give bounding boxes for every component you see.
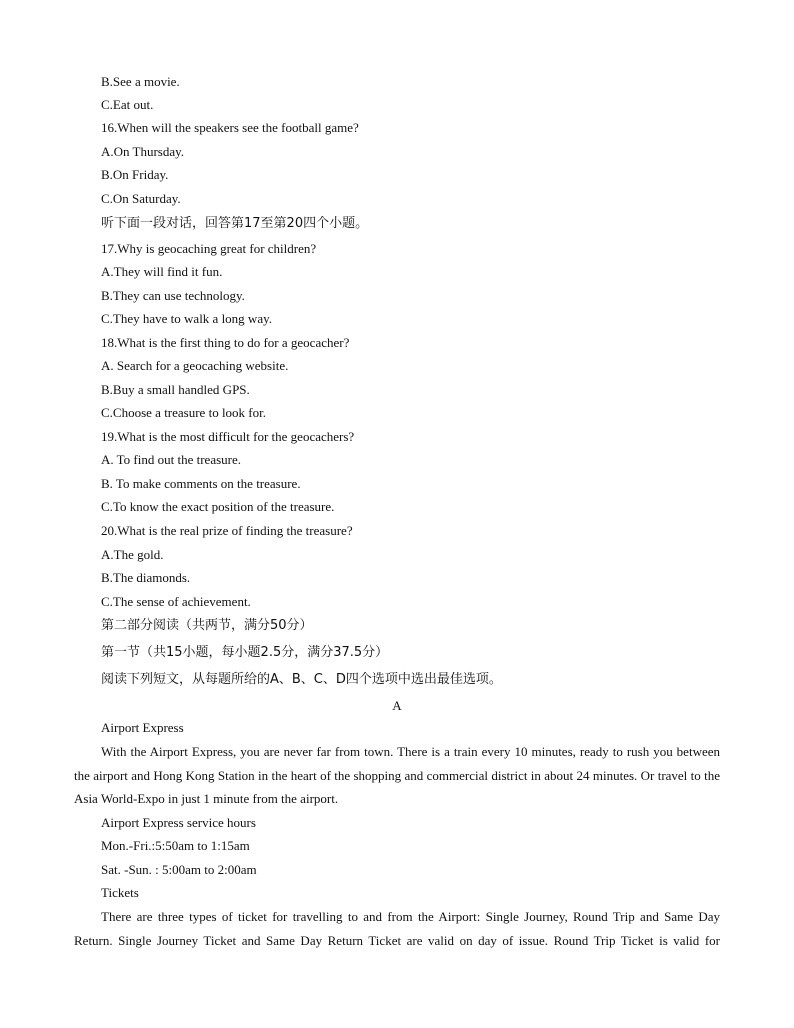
passage-paragraph-2: There are three types of ticket for travelling to and from the Airport: Single Journey, Round Trip and Same Day Return. Single Journey Ticket and Same Day Return Ticket are valid on day of issue. Round Trip Ticket is valid for — [74, 909, 720, 948]
q18-option-c: C.Choose a treasure to look for. — [101, 405, 266, 420]
passage-heading: Airport Express — [101, 720, 184, 735]
listening-instruction-17-20: 听下面一段对话，回答第17至第20四个小题。 — [101, 216, 369, 231]
q16-option-b: B.On Friday. — [101, 167, 169, 182]
q19-option-b: B. To make comments on the treasure. — [101, 476, 301, 491]
q16-question: 16.When will the speakers see the football game? — [101, 120, 359, 135]
q16-option-c: C.On Saturday. — [101, 191, 181, 206]
q18-option-b: B.Buy a small handled GPS. — [101, 382, 250, 397]
q18-question: 18.What is the first thing to do for a geocacher? — [101, 335, 350, 350]
reading-section-title: 第一节（共15小题，每小题2.5分，满分37.5分） — [101, 645, 389, 660]
service-hours-weekend: Sat. -Sun. : 5:00am to 2:00am — [101, 862, 257, 877]
reading-instruction: 阅读下列短文，从每题所给的A、B、C、D四个选项中选出最佳选项。 — [101, 672, 502, 687]
passage-label: A — [392, 698, 402, 713]
q17-option-a: A.They will find it fun. — [101, 264, 223, 279]
q17-option-b: B.They can use technology. — [101, 288, 245, 303]
service-hours-weekday: Mon.-Fri.:5:50am to 1:15am — [101, 838, 250, 853]
q18-option-a: A. Search for a geocaching website. — [101, 358, 289, 373]
q19-option-a: A. To find out the treasure. — [101, 452, 242, 467]
q20-question: 20.What is the real prize of finding the treasure? — [101, 523, 353, 538]
q16-option-a: A.On Thursday. — [101, 144, 185, 159]
passage-paragraph-1: With the Airport Express, you are never far from town. There is a train every 10 minutes, ready to rush you between the airport and Hong Kong Station in the heart of the shopping and commercial district in about 24 minutes. Or travel to the Asia World-Expo in just 1 minute from the airport. — [74, 744, 720, 806]
q15-option-c: C.Eat out. — [101, 97, 154, 112]
q20-option-b: B.The diamonds. — [101, 570, 191, 585]
reading-part-title: 第二部分阅读（共两节，满分50分） — [101, 618, 313, 633]
q17-question: 17.Why is geocaching great for children? — [101, 241, 317, 256]
q19-question: 19.What is the most difficult for the geocachers? — [101, 429, 355, 444]
q20-option-c: C.The sense of achievement. — [101, 594, 251, 609]
q17-option-c: C.They have to walk a long way. — [101, 311, 272, 326]
q15-option-b: B.See a movie. — [101, 74, 180, 89]
q19-option-c: C.To know the exact position of the treasure. — [101, 499, 335, 514]
q20-option-a: A.The gold. — [101, 547, 164, 562]
tickets-heading: Tickets — [101, 885, 139, 900]
service-hours-heading: Airport Express service hours — [101, 815, 256, 830]
